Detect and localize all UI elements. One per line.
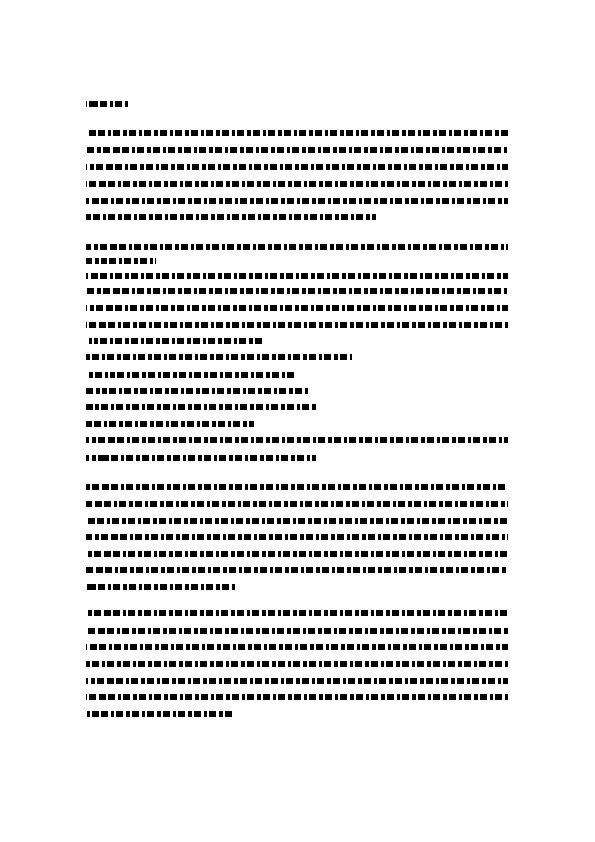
text-line xyxy=(86,644,508,650)
text-line xyxy=(86,584,236,590)
text-line xyxy=(86,628,508,634)
text-line xyxy=(86,678,508,684)
text-line xyxy=(86,130,508,136)
text-line xyxy=(86,518,508,524)
text-line xyxy=(86,551,508,557)
text-line xyxy=(86,305,508,311)
text-line xyxy=(86,610,508,616)
text-line xyxy=(86,273,508,279)
text-line xyxy=(86,147,508,153)
text-line xyxy=(86,198,508,204)
text-line xyxy=(86,181,508,187)
text-line xyxy=(86,694,508,700)
text-line xyxy=(86,455,316,461)
text-line xyxy=(86,501,508,507)
text-line xyxy=(86,322,508,328)
text-line xyxy=(86,244,508,250)
text-line xyxy=(86,338,262,344)
text-line xyxy=(86,388,310,394)
text-line xyxy=(86,661,508,667)
text-line xyxy=(86,214,376,220)
text-line xyxy=(86,567,508,573)
text-line xyxy=(86,484,508,490)
text-line xyxy=(86,288,508,294)
text-line xyxy=(86,534,508,540)
text-line xyxy=(86,404,318,410)
text-line xyxy=(86,258,156,264)
text-line xyxy=(86,372,294,378)
text-line xyxy=(86,164,508,170)
text-line xyxy=(86,101,128,107)
text-line xyxy=(86,437,508,443)
text-line xyxy=(86,421,254,427)
text-line xyxy=(86,354,352,360)
text-line xyxy=(86,711,234,717)
